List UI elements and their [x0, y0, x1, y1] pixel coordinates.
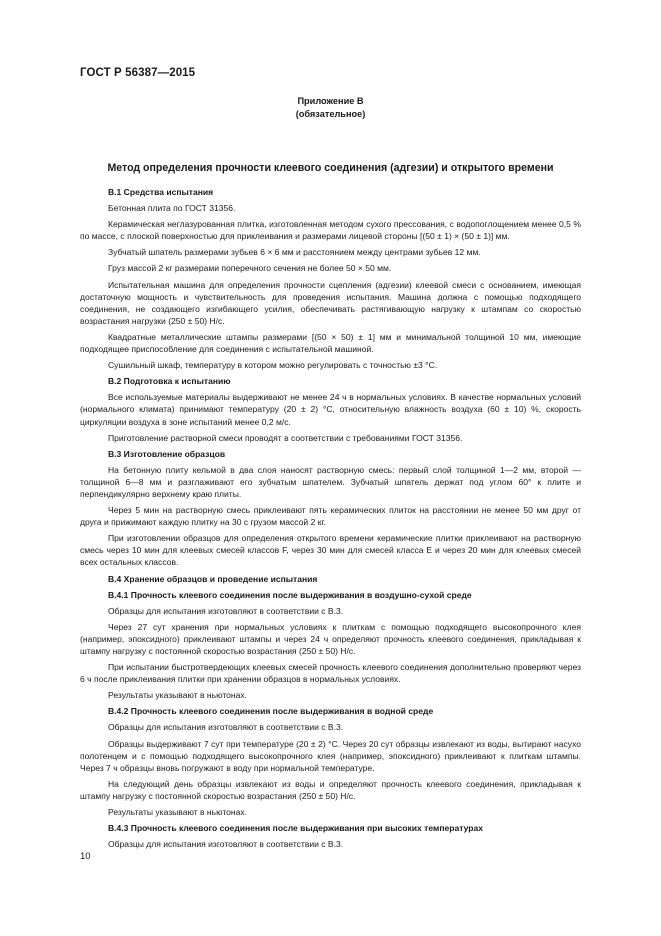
paragraph: Керамическая неглазурованная плитка, изготовленная методом сухого прессования, с водопоглощением менее 0,5 % по массе, с плоской поверхностью для приклеивания и размерами лицевой стороны [(50 ± 1) × (50 ± 1)] мм. — [80, 219, 581, 242]
paragraph: Образцы для испытания изготовляют в соответствии с В.3. — [108, 839, 344, 850]
document-body — [80, 186, 581, 854]
paragraph: На следующий день образцы извлекают из воды и определяют прочность клеевого соединения, прикладывая к штампу нагрузку с постоянной скоростью возрастания (250 ± 50) Н/с. — [80, 778, 581, 801]
paragraph: Образцы для испытания изготовляют в соответствии с В.3. — [108, 722, 344, 733]
section-heading: В.4 Хранение образцов и проведение испытания — [108, 573, 318, 584]
section-heading: В.4.1 Прочность клеевого соединения после выдерживания в воздушно-сухой среде — [108, 589, 472, 600]
paragraph: Бетонная плита по ГОСТ 31356. — [108, 203, 236, 214]
paragraph: Сушильный шкаф, температуру в котором можно регулировать с точностью ±3 °С. — [108, 360, 438, 371]
annex-status: (обязательное) — [295, 109, 366, 119]
section-heading: В.3 Изготовление образцов — [108, 448, 226, 459]
paragraph: Зубчатый шпатель размерами зубьев 6 × 6 мм и расстоянием между центрами зубьев 12 мм. — [108, 247, 481, 258]
annex-title: Приложение В — [297, 96, 364, 106]
section-heading: В.2 Подготовка к испытанию — [108, 376, 231, 387]
paragraph: Квадратные металлические штампы размерами [(50 × 50) ± 1] мм и минимальной толщиной 10 мм, имеющие подходящее приспособление для соединения с испытательной машиной. — [80, 331, 581, 355]
paragraph: Образцы выдерживают 7 сут при температуре (20 ± 2) °С. Через 20 сут образцы извлекают из воды, вытирают насухо полотенцем и с помощью подходящего высокопрочного клея (например, эпоксидного) приклеивают к плиткам штампы. Через 7 ч образцы вновь погружают в воду при нормальной температуре. — [80, 738, 581, 773]
paragraph: На бетонную плиту кельмой в два слоя наносят растворную смесь: первый слой толщиной 1—2 мм, второй — толщиной 6—8 мм и разглаживают его зубчатым шпателем. Зубчатый шпатель держат под углом 60° к плите и перпендикулярно верхнему краю плиты. — [80, 464, 581, 499]
paragraph: Через 27 сут хранения при нормальных условиях к плиткам с помощью подходящего высокопрочного клея (например, эпоксидного) приклеивают штампы и через 24 ч определяют прочность клеевого соединения, прикладывая к штампу нагрузку с постоянной скоростью возрастания (250 ± 50) Н/с. — [80, 621, 581, 656]
annex-heading — [80, 95, 581, 121]
paragraph: Приготовление растворной смеси проводят в соответствии с требованиями ГОСТ 31356. — [108, 432, 463, 443]
section-title: Метод определения прочности клеевого соединения (адгезии) и открытого времени — [107, 162, 554, 174]
paragraph: Все используемые материалы выдерживают не менее 24 ч в нормальных условиях. В качестве нормальных условий (нормального климата) принимают температуру (20 ± 2) °С, относительную влажность воздуха (60 ± 10) %, скорость циркуляции воздуха в зоне испытаний менее 0,2 м/с. — [80, 392, 581, 427]
paragraph: Через 5 мин на растворную смесь приклеивают пять керамических плиток на расстоянии не менее 50 мм друг от друга и прижимают каждую плитку на 30 с грузом массой 2 кг. — [80, 505, 581, 528]
section-heading: В.4.3 Прочность клеевого соединения после выдерживания при высоких температурах — [108, 823, 483, 834]
section-heading: В.4.2 Прочность клеевого соединения после выдерживания в водной среде — [108, 706, 434, 717]
paragraph: Груз массой 2 кг размерами поперечного сечения не более 50 × 50 мм. — [108, 263, 392, 274]
page-number: 10 — [80, 851, 91, 862]
section-heading: В.1 Средства испытания — [108, 187, 214, 197]
paragraph: Образцы для испытания изготовляют в соответствии с В.3. — [108, 605, 344, 616]
paragraph: При испытании быстротвердеющих клеевых смесей прочность клеевого соединения дополнительно проверяют через 6 ч после приклеивания плитки при хранении образцов в нормальных условиях. — [80, 662, 581, 685]
paragraph: Результаты указывают в ньютонах. — [108, 807, 248, 818]
paragraph: При изготовлении образцов для определения открытого времени керамические плитки приклеивают на растворную смесь через 10 мин для клеевых смесей классов F, через 30 мин для смесей класса Е и через 20 мин для клеевых смесей всех остальных классов. — [80, 533, 581, 568]
paragraph: Результаты указывают в ньютонах. — [108, 690, 248, 701]
paragraph: Испытательная машина для определения прочности сцепления (адгезии) клеевой смеси с основанием, имеющая достаточную мощность и чувствительность для проведения испытания. Машина должна с помощью подходящего соединения, не создающего изгибающего усилия, обеспечивать растягивающую нагрузку к штампам со скоростью возрастания нагрузки (250 ± 50) Н/с. — [80, 279, 581, 326]
document-code: ГОСТ Р 56387—2015 — [80, 67, 196, 79]
